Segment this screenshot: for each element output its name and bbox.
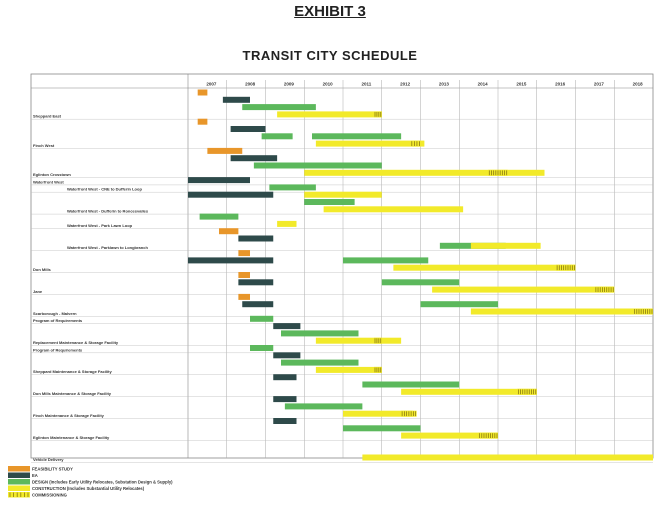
project-label: Program of Requirements	[33, 318, 83, 324]
design-bar	[343, 425, 421, 431]
design-bar	[382, 279, 460, 285]
legend-swatch-ea	[8, 473, 30, 479]
ea-bar	[273, 323, 300, 329]
construction-bar	[316, 141, 425, 147]
design-bar	[343, 257, 428, 263]
feasibility-bar	[207, 148, 242, 154]
feasibility-bar	[219, 228, 238, 234]
construction-bar	[471, 309, 653, 315]
ea-bar	[273, 396, 296, 402]
project-label: Sheppard East	[33, 113, 62, 119]
construction-bar	[393, 265, 575, 271]
ea-bar	[188, 192, 273, 198]
feasibility-bar	[198, 119, 208, 125]
ea-bar	[231, 126, 266, 132]
design-bar	[285, 403, 363, 409]
feasibility-bar	[198, 90, 208, 96]
year-tick-label: 2014	[477, 81, 488, 87]
project-label: Replacement Maintenance & Storage Facility	[33, 340, 119, 345]
ea-bar	[238, 236, 273, 242]
ea-bar	[223, 97, 250, 103]
design-bar	[250, 316, 273, 322]
design-bar	[421, 301, 499, 307]
construction-bar	[432, 287, 614, 293]
commissioning-bar	[411, 141, 421, 147]
legend-label-feasibility: FEASIBILITY STUDY	[32, 466, 73, 472]
ea-bar	[273, 418, 296, 424]
project-label: Waterfront West - Park Lawn Loop	[67, 223, 133, 229]
design-bar	[362, 382, 459, 388]
legend-swatch-commissioning	[8, 492, 30, 498]
project-label: Waterfront West	[33, 179, 64, 185]
year-tick-label: 2011	[361, 81, 372, 87]
design-bar	[281, 330, 359, 336]
project-label: Don Mills Maintenance & Storage Facility	[33, 391, 112, 397]
design-bar	[200, 214, 239, 220]
project-label: Don Mills	[33, 267, 51, 272]
project-label: Finch Maintenance & Storage Facility	[33, 413, 104, 418]
construction-bar	[401, 389, 537, 395]
year-tick-label: 2018	[632, 81, 643, 87]
ea-bar	[188, 257, 273, 263]
legend-swatch-feasibility	[8, 466, 30, 472]
construction-bar	[277, 221, 296, 227]
project-label: Scarborough - Malvern	[33, 310, 77, 316]
project-label: Vehicle Delivery	[33, 456, 64, 462]
ea-bar	[242, 301, 273, 307]
ea-bar	[238, 279, 273, 285]
project-label: Jane	[33, 288, 43, 294]
exhibit-heading-text: EXHIBIT 3	[294, 3, 366, 20]
feasibility-bar	[238, 272, 250, 278]
ea-bar	[273, 374, 296, 380]
project-label: Waterfront West - CNE to Dufferin Loop	[67, 186, 142, 192]
design-bar	[312, 133, 401, 139]
project-label: Program of Requirements	[33, 347, 83, 353]
construction-bar	[324, 206, 464, 212]
project-label: Sheppard Maintenance & Storage Facility	[33, 369, 112, 375]
project-label: Eglinton Crosstown	[33, 172, 71, 178]
year-tick-label: 2012	[400, 81, 411, 87]
project-label: Waterfront West - Dufferin to Roncesvalles	[67, 208, 149, 214]
construction-bar	[304, 192, 382, 198]
legend-label-commissioning: COMMISSIONING	[32, 492, 67, 498]
design-bar	[254, 163, 382, 169]
year-tick-label: 2009	[283, 81, 294, 87]
design-bar	[304, 199, 354, 205]
design-bar	[262, 133, 293, 139]
year-tick-label: 2013	[438, 81, 449, 87]
project-label: Waterfront West - Parklawn to Longbranch	[67, 245, 148, 251]
legend-label-ea: EA	[32, 472, 38, 478]
design-bar	[269, 184, 316, 190]
ea-bar	[188, 177, 250, 183]
design-bar	[250, 345, 273, 351]
design-bar	[242, 104, 316, 110]
construction-bar	[277, 111, 382, 117]
ea-bar	[273, 352, 300, 358]
construction-bar	[471, 243, 541, 249]
construction-bar	[362, 455, 653, 461]
year-tick-label: 2016	[555, 81, 566, 87]
construction-bar	[316, 338, 401, 344]
year-tick-label: 2008	[245, 81, 256, 87]
project-label: Eglinton Maintenance & Storage Facility	[33, 434, 110, 440]
year-tick-label: 2015	[516, 81, 527, 87]
chart-title: TRANSIT CITY SCHEDULE	[242, 48, 418, 63]
feasibility-bar	[238, 294, 250, 300]
ea-bar	[231, 155, 278, 161]
construction-bar	[316, 367, 382, 373]
legend-swatch-design	[8, 479, 30, 485]
construction-bar	[304, 170, 544, 176]
legend-label-construction: CONSTRUCTION (Includes Substantial Utility Relocates)	[32, 485, 145, 491]
year-tick-label: 2010	[322, 81, 333, 87]
design-bar	[281, 360, 359, 366]
legend-label-design: DESIGN (Includes Early Utility Relocates, Substation Design & Supply)	[32, 479, 173, 485]
feasibility-bar	[238, 250, 250, 256]
year-tick-label: 2017	[593, 81, 604, 87]
legend-swatch-construction	[8, 486, 30, 492]
project-label: Finch West	[33, 142, 55, 148]
year-tick-label: 2007	[206, 81, 217, 87]
